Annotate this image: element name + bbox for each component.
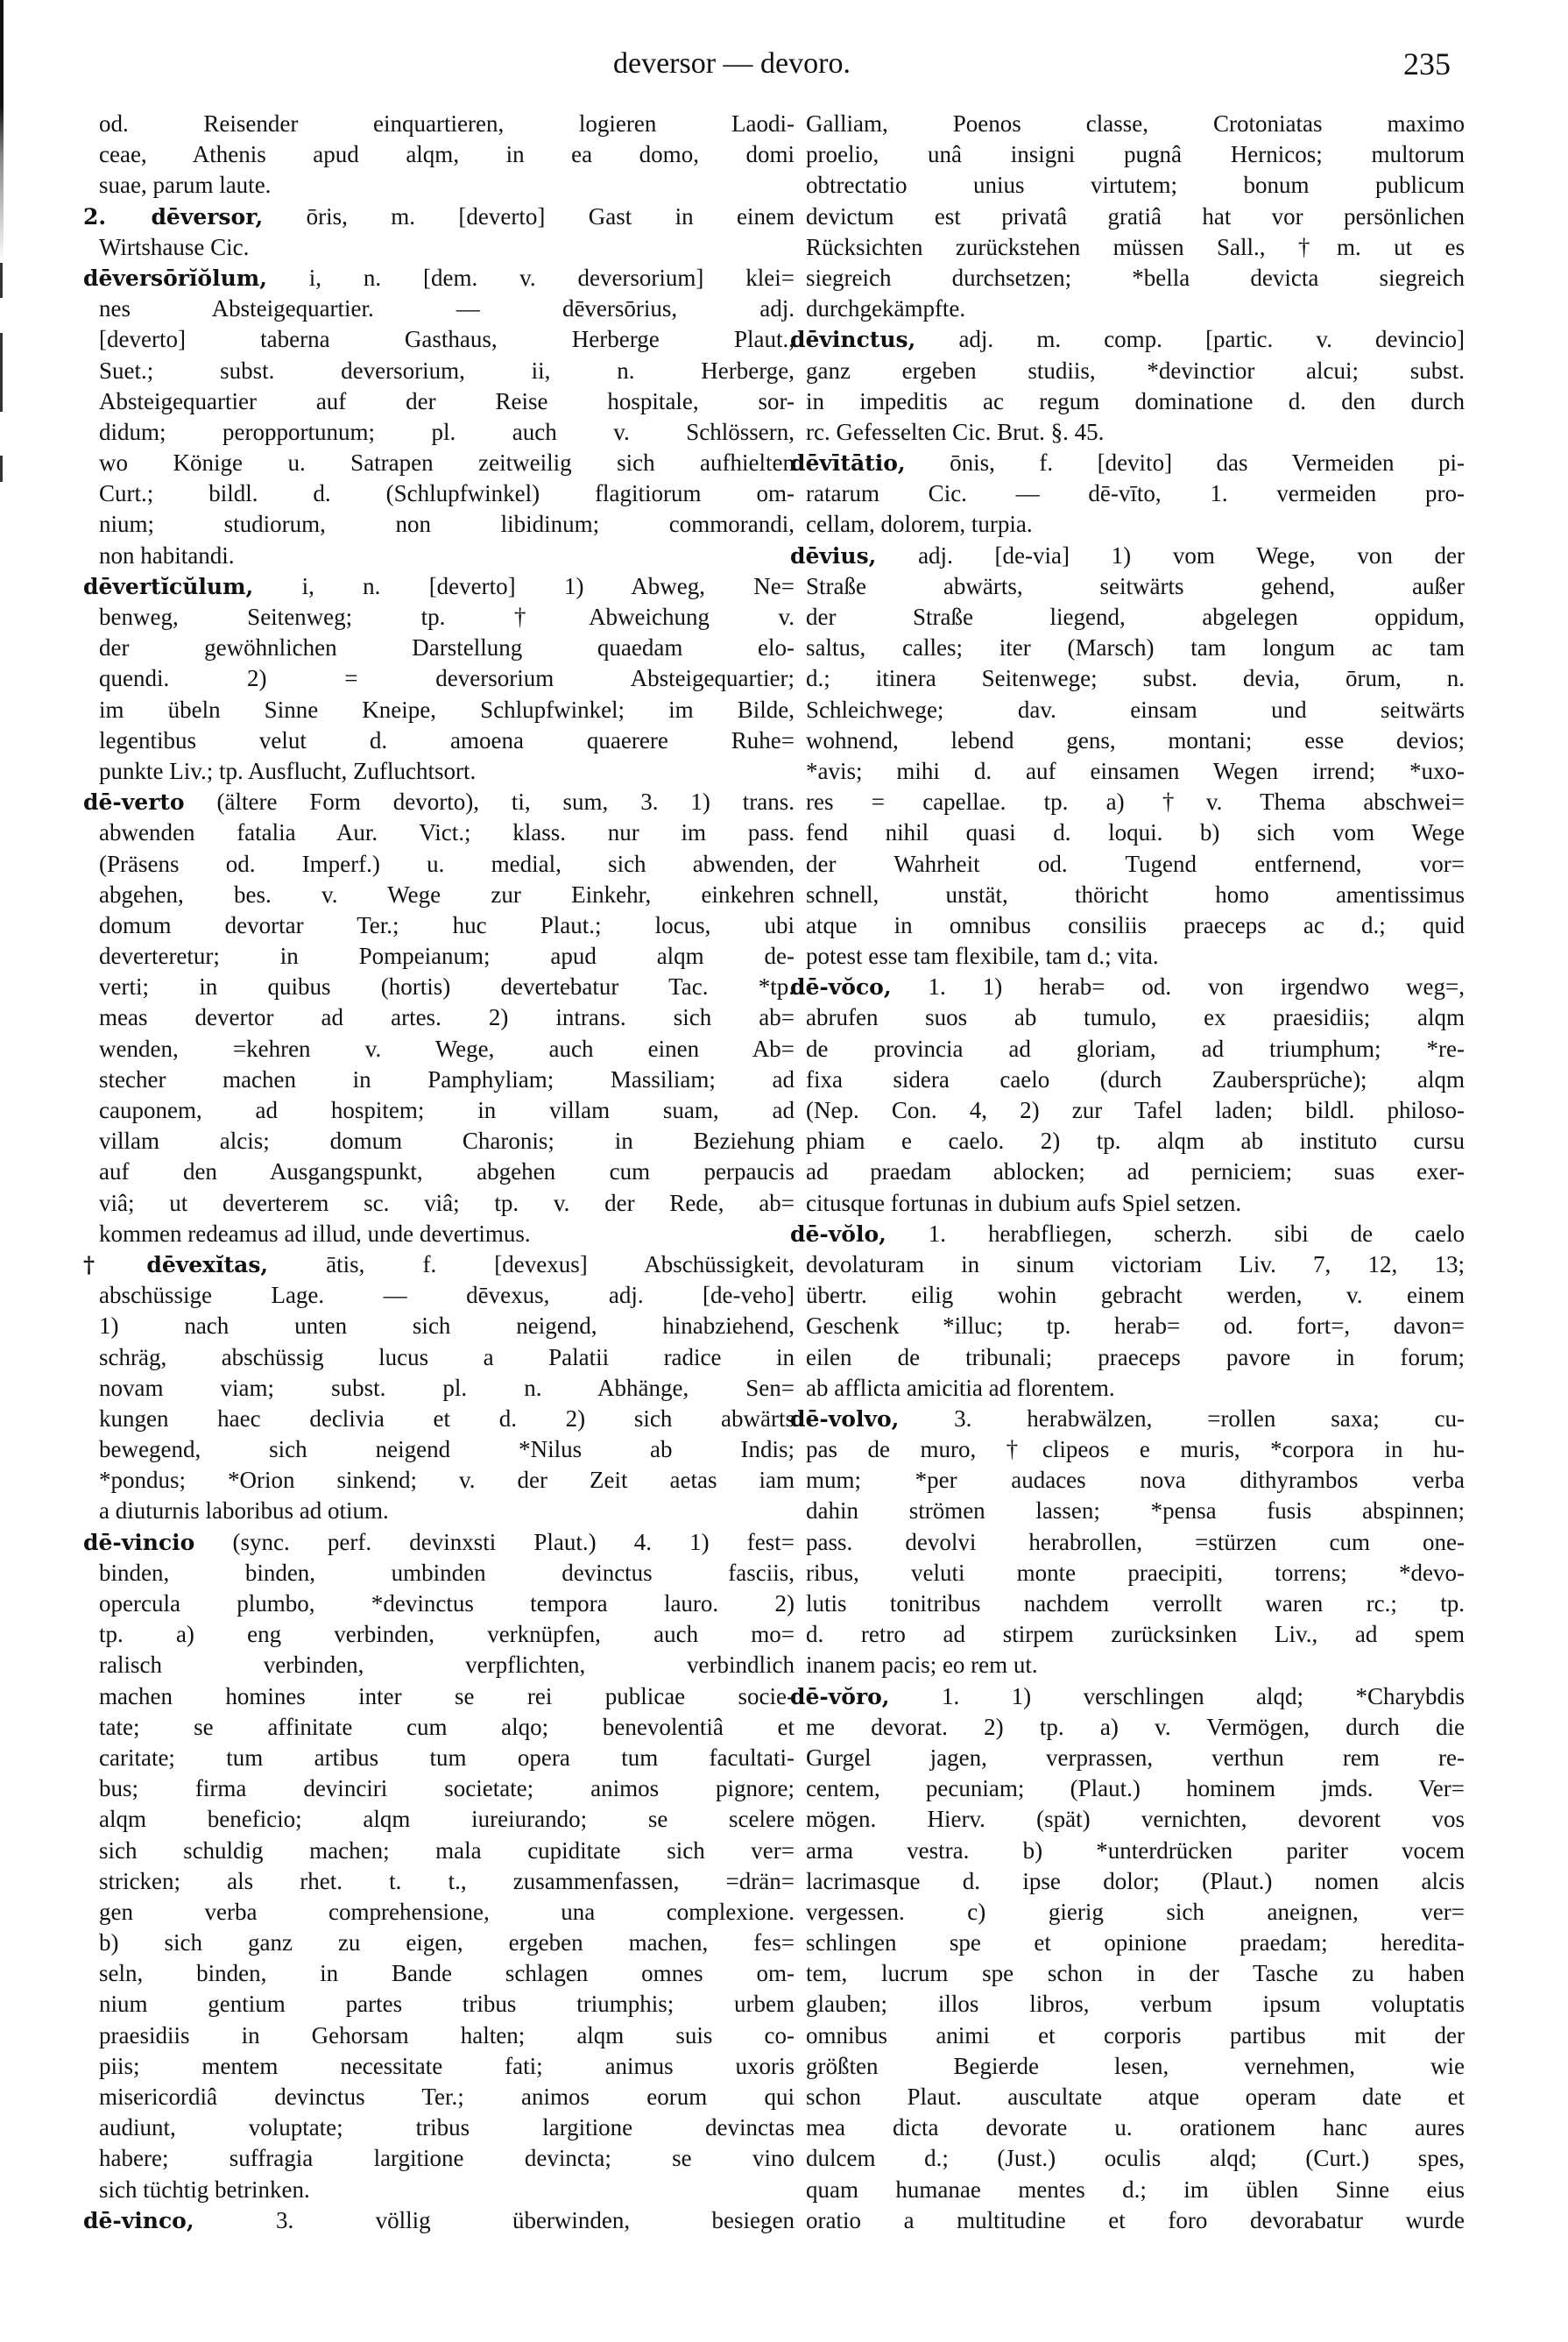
headword: 2. dēversor, <box>83 203 264 230</box>
entry-text-line: nes Absteigequartier. — dēversōrius, adj. <box>99 295 795 322</box>
entry-text-line: opercula plumbo, *devinctus tempora lauro. 2) <box>99 1590 795 1617</box>
entry-text-line: auf den Ausgangspunkt, abgehen cum perpaucis <box>99 1158 795 1185</box>
entry-text-line: verti; in quibus (hortis) devertebatur Tac. *tp. <box>99 973 795 1001</box>
entry-text-line: benweg, Seitenweg; tp. †Abweichung v. <box>99 604 795 630</box>
page-number: 235 <box>1403 46 1451 81</box>
entry-text-line: machen homines inter se rei publicae socie- <box>99 1682 795 1709</box>
entry-text-line: obtrectatio unius virtutem; bonum publicum <box>806 172 1465 199</box>
entry-text-line: praesidiis in Gehorsam halten; alqm suis co- <box>99 2021 795 2048</box>
entry-text-line: piis; mentem necessitate fati; animus uxoris <box>99 2052 795 2079</box>
entry-headword-line: dē-vinco, 3. völlig überwinden, besiegen <box>83 2206 795 2233</box>
entry-text-line: schräg, abschüssig lucus a Palatii radice in <box>99 1343 795 1370</box>
entry-text-line: schnell, unstät, thöricht homo amentissimus <box>806 881 1465 908</box>
entry-text-line: proelio, unâ insigni pugnâ Hernicos; multorum <box>806 141 1465 168</box>
entry-text-line: glauben; illos libros, verbum ipsum voluptatis <box>806 1991 1465 2018</box>
entry-text-line: d. retro ad stirpem zurücksinken Liv., ad spem <box>806 1621 1465 1648</box>
entry-text-line: sich schuldig machen; mala cupiditate sich ver= <box>99 1836 795 1864</box>
entry-text-line: schlingen spe et opinione praedam; heredita- <box>806 1929 1465 1956</box>
entry-text-line: Schleichwege; dav. einsam und seitwärts <box>806 696 1465 723</box>
entry-text-line: eilen de tribunali; praeceps pavore in forum; <box>806 1343 1465 1370</box>
entry-text-line: suae, parum laute. <box>99 172 272 199</box>
headword: dēvītātio, <box>790 450 906 477</box>
entry-text-line: (Nep. Con. 4, 2) zur Tafel laden; bildl. philoso- <box>806 1097 1465 1123</box>
entry-headword-line: dēvītātio, ōnis, f. [devito] das Vermeiden pi- <box>790 449 1465 477</box>
entry-text-line: Geschenk *illuc; tp. herab= od. fort=, davon= <box>806 1313 1465 1340</box>
entry-text-line: kungen haec declivia et d. 2) sich abwärts <box>99 1404 795 1432</box>
entry-headword-line: 2. dēversor, ōris, m. [deverto] Gast in einem <box>83 202 795 230</box>
entry-text-line: cellam, dolorem, turpia. <box>806 511 1033 538</box>
headword: dēversōrĭŏlum, <box>83 265 267 291</box>
entry-text-line: fend nihil quasi d. loqui. b) sich vom Wege <box>806 819 1465 846</box>
entry-text-line: didum; peropportunum; pl. auch v. Schlössern, <box>99 418 795 445</box>
entry-text-line: dulcem d.; (Just.) oculis alqd; (Curt.) spes, <box>806 2145 1465 2172</box>
headword: dē-vŏco, <box>790 974 892 1001</box>
headword: dēvinctus, <box>790 327 916 353</box>
entry-text-line: sich tüchtig betrinken. <box>99 2176 310 2203</box>
entry-text-line: phiam e caelo. 2) tp. alqm ab instituto cursu <box>806 1128 1465 1155</box>
entry-text-line: ralisch verbinden, verpflichten, verbindlich <box>99 1652 795 1679</box>
headword: dē-vincio <box>83 1529 195 1555</box>
entry-text-line: stecher machen in Pamphyliam; Massiliam; ad <box>99 1065 795 1093</box>
entry-headword-line: dē-vŏlo, 1. herabfliegen, scherzh. sibi de caelo <box>790 1220 1465 1247</box>
entry-text-line: centem, pecuniam; (Plaut.) hominem jmds. Ver= <box>806 1775 1465 1802</box>
entry-text-line: devictum est privatâ gratiâ hat vor persönlichen <box>806 202 1465 230</box>
entry-text-line: rc. Gefesselten Cic. Brut. §. 45. <box>806 418 1105 445</box>
entry-text-line: [deverto] taberna Gasthaus, Herberge Plaut., <box>99 326 795 353</box>
scan-edge-shadow <box>0 0 4 263</box>
entry-text-line: ribus, veluti monte praecipiti, torrens; *devo- <box>806 1559 1465 1586</box>
scan-edge-mark <box>0 333 3 412</box>
entry-headword-line: †dēvexĭtas, ātis, f. [devexus] Abschüssigkeit, <box>83 1250 795 1277</box>
entry-text-line: wenden, =kehren v. Wege, auch einen Ab= <box>99 1035 795 1062</box>
entry-text-line: citusque fortunas in dubium aufs Spiel setzen. <box>806 1189 1242 1216</box>
scan-edge-mark <box>0 263 3 298</box>
entry-text-line: stricken; als rhet. t. t., zusammenfassen, =drän= <box>99 1867 795 1894</box>
entry-text-line: nium gentium partes tribus triumphis; urbem <box>99 1991 795 2018</box>
entry-text-line: mögen. Hierv. (spät) vernichten, devorent vos <box>806 1806 1465 1833</box>
entry-text-line: saltus, calles; iter (Marsch) tam longum ac tam <box>806 634 1465 662</box>
entry-text-line: *avis; mihi d. auf einsamen Wegen irrend; *uxo- <box>806 757 1465 784</box>
entry-text-line: deverteretur; in Pompeianum; apud alqm de- <box>99 943 795 970</box>
entry-text-line: mea dicta devorate u. orationem hanc aures <box>806 2114 1465 2141</box>
entry-text-line: viâ; ut deverterem sc. viâ; tp. v. der Rede, ab= <box>99 1189 795 1216</box>
running-head <box>0 44 1568 88</box>
entry-text-line: legentibus velut d. amoena quaerere Ruhe= <box>99 726 795 754</box>
entry-text-line: ratarum Cic. — dē-vīto, 1. vermeiden pro- <box>806 480 1465 507</box>
entry-text-line: fixa sidera caelo (durch Zaubersprüche); alqm <box>806 1065 1465 1093</box>
entry-text-line: ceae, Athenis apud alqm, in ea domo, domi <box>99 141 795 168</box>
headword: dēvius, <box>790 542 877 569</box>
entry-text-line: pass. devolvi herabrollen, =stürzen cum one- <box>806 1528 1465 1555</box>
headword: †dēvexĭtas, <box>83 1251 269 1277</box>
entry-text-line: od. Reisender einquartieren, logieren Laodi- <box>99 110 795 137</box>
entry-text-line: 1) nach unten sich neigend, hinabziehend, <box>99 1313 795 1340</box>
running-title: deversor — devoro. <box>613 47 851 80</box>
entry-text-line: mum; *per audaces nova dithyrambos verba <box>806 1467 1465 1494</box>
entry-text-line: Wirtshause Cic. <box>99 233 250 260</box>
entry-text-line: Gurgel jagen, verprassen, verthun rem re- <box>806 1744 1465 1771</box>
headword: dēvertĭcŭlum, <box>83 573 254 599</box>
entry-text-line: b) sich ganz zu eigen, ergeben machen, fes= <box>99 1929 795 1956</box>
entry-headword-line: dē-vŏro, 1. 1) verschlingen alqd; *Charybdis <box>790 1682 1465 1709</box>
entry-text-line: schon Plaut. auscultate atque operam date et <box>806 2084 1465 2110</box>
entry-text-line: vergessen. c) gierig sich aneignen, ver= <box>806 1898 1465 1925</box>
entry-text-line: Straße abwärts, seitwärts gehend, außer <box>806 572 1465 599</box>
entry-headword-line: dē-verto (ältere Form devorto), ti, sum, 3. 1) trans. <box>83 789 795 816</box>
entry-text-line: ad praedam ablocken; ad perniciem; suas exer- <box>806 1158 1465 1185</box>
entry-text-line: me devorat. 2) tp. a) v. Vermögen, durch die <box>806 1713 1465 1740</box>
entry-headword-line: dēvertĭcŭlum, i, n. [deverto] 1) Abweg, Ne= <box>83 572 795 599</box>
entry-text-line: res = capellae. tp. a) †v. Thema abschwei= <box>806 789 1465 816</box>
entry-text-line: tp. a) eng verbinden, verknüpfen, auch mo= <box>99 1621 795 1648</box>
entry-text-line: dahin strömen lassen; *pensa fusis abspinnen; <box>806 1497 1465 1525</box>
entry-text-line: im übeln Sinne Kneipe, Schlupfwinkel; im Bilde, <box>99 696 795 723</box>
entry-text-line: non habitandi. <box>99 541 235 569</box>
entry-text-line: alqm beneficio; alqm iureiurando; se scelere <box>99 1806 795 1833</box>
entry-text-line: punkte Liv.; tp. Ausflucht, Zufluchtsort. <box>99 757 477 784</box>
entry-text-line: misericordiâ devinctus Ter.; animos eorum qui <box>99 2084 795 2110</box>
entry-text-line: durchgekämpfte. <box>806 295 966 322</box>
entry-headword-line: dēvinctus, adj. m. comp. [partic. v. devincio] <box>790 326 1465 353</box>
headword: dē-vŏlo, <box>790 1221 886 1247</box>
entry-text-line: domum devortar Ter.; huc Plaut.; locus, ubi <box>99 911 795 938</box>
entry-text-line: habere; suffragia largitione devincta; se vino <box>99 2145 795 2172</box>
entry-text-line: quendi. 2) = deversorium Absteigequartier; <box>99 665 795 692</box>
entry-text-line: caritate; tum artibus tum opera tum facultati- <box>99 1744 795 1771</box>
entry-text-line: binden, binden, umbinden devinctus fasciis, <box>99 1559 795 1586</box>
entry-text-line: d.; itinera Seitenwege; subst. devia, ōrum, n. <box>806 665 1465 692</box>
entry-text-line: inanem pacis; eo rem ut. <box>806 1652 1038 1679</box>
entry-text-line: lutis tonitribus nachdem verrollt waren rc.; tp. <box>806 1590 1465 1617</box>
entry-text-line: gen verba comprehensione, una complexione. <box>99 1898 795 1925</box>
entry-text-line: a diuturnis laboribus ad otium. <box>99 1497 389 1525</box>
headword: dē-verto <box>83 789 185 816</box>
entry-text-line: in impeditis ac regum dominatione d. den durch <box>806 387 1465 414</box>
entry-text-line: ab afflicta amicitia ad florentem. <box>806 1374 1115 1401</box>
entry-text-line: abgehen, bes. v. Wege zur Einkehr, einkehren <box>99 881 795 908</box>
entry-text-line: abschüssige Lage. — dēvexus, adj. [de-veho] <box>99 1282 795 1309</box>
left-column <box>83 109 795 2236</box>
entry-headword-line: dē-volvo, 3. herabwälzen, =rollen saxa; cu- <box>790 1404 1465 1432</box>
entry-text-line: devolaturam in sinum victoriam Liv. 7, 12, 13; <box>806 1250 1465 1277</box>
entry-text-line: (Präsens od. Imperf.) u. medial, sich abwenden, <box>99 850 795 877</box>
entry-text-line: größten Begierde lesen, vernehmen, wie <box>806 2052 1465 2079</box>
entry-text-line: de provincia ad gloriam, ad triumphum; *re- <box>806 1035 1465 1062</box>
entry-text-line: potest esse tam flexibile, tam d.; vita. <box>806 943 1159 970</box>
right-column <box>790 109 1465 2236</box>
entry-text-line: quam humanae mentes d.; im üblen Sinne eius <box>806 2176 1465 2203</box>
headword: dē-vŏro, <box>790 1683 890 1709</box>
entry-text-line: pas de muro, †clipeos e muris, *corpora in hu- <box>806 1436 1465 1463</box>
entry-text-line: bewegend, sich neigend *Nilus ab Indis; <box>99 1436 795 1463</box>
entry-text-line: der gewöhnlichen Darstellung quaedam elo- <box>99 634 795 662</box>
entry-text-line: omnibus animi et corporis partibus mit der <box>806 2021 1465 2048</box>
entry-text-line: übertr. eilig wohin gebracht werden, v. einem <box>806 1282 1465 1309</box>
entry-text-line: atque in omnibus consiliis praeceps ac d.; quid <box>806 911 1465 938</box>
entry-text-line: oratio a multitudine et foro devorabatur wurde <box>806 2206 1465 2233</box>
entry-text-line: abrufen suos ab tumulo, ex praesidiis; alqm <box>806 1004 1465 1031</box>
entry-text-line: wohnend, lebend gens, montani; esse devios; <box>806 726 1465 754</box>
entry-text-line: audiunt, voluptate; tribus largitione devinctas <box>99 2114 795 2141</box>
entry-text-line: siegreich durchsetzen; *bella devicta siegreich <box>806 264 1465 291</box>
entry-text-line: ganz ergeben studiis, *devinctior alcui; subst. <box>806 357 1465 384</box>
entry-text-line: Absteigequartier auf der Reise hospitale, sor- <box>99 387 795 414</box>
entry-text-line: Curt.; bildl. d. (Schlupfwinkel) flagitiorum om- <box>99 480 795 507</box>
entry-text-line: abwenden fatalia Aur. Vict.; klass. nur im pass. <box>99 819 795 846</box>
headword: dē-vinco, <box>83 2207 194 2233</box>
entry-headword-line: dē-vŏco, 1. 1) herab= od. von irgendwo weg=, <box>790 973 1465 1001</box>
entry-headword-line: dē-vincio (sync. perf. devinxsti Plaut.) 4. 1) fest= <box>83 1528 795 1555</box>
entry-text-line: cauponem, ad hospitem; in villam suam, ad <box>99 1097 795 1123</box>
scan-edge-mark <box>0 456 3 482</box>
entry-text-line: bus; firma devinciri societate; animos pignore; <box>99 1775 795 1802</box>
entry-headword-line: dēversōrĭŏlum, i, n. [dem. v. deversorium] klei= <box>83 264 795 291</box>
entry-text-line: arma vestra. b) *unterdrücken pariter vocem <box>806 1836 1465 1864</box>
entry-text-line: kommen redeamus ad illud, unde devertimus. <box>99 1220 531 1247</box>
entry-text-line: Galliam, Poenos classe, Crotoniatas maximo <box>806 110 1465 137</box>
entry-text-line: novam viam; subst. pl. n. Abhänge, Sen= <box>99 1374 795 1401</box>
entry-text-line: seln, binden, in Bande schlagen omnes om- <box>99 1960 795 1987</box>
entry-text-line: der Wahrheit od. Tugend entfernend, vor= <box>806 850 1465 877</box>
entry-text-line: *pondus; *Orion sinkend; v. der Zeit aetas iam <box>99 1467 795 1494</box>
entry-text-line: nium; studiorum, non libidinum; commorandi, <box>99 511 795 538</box>
entry-text-line: Suet.; subst. deversorium, ii, n. Herberge, <box>99 357 795 384</box>
entry-text-line: wo Könige u. Satrapen zeitweilig sich aufhielten <box>99 449 795 477</box>
entry-text-line: tate; se affinitate cum alqo; benevolentiâ et <box>99 1713 795 1740</box>
entry-text-line: tem, lucrum spe schon in der Tasche zu haben <box>806 1960 1465 1987</box>
entry-text-line: der Straße liegend, abgelegen oppidum, <box>806 604 1465 630</box>
entry-text-line: meas devertor ad artes. 2) intrans. sich ab= <box>99 1004 795 1031</box>
entry-headword-line: dēvius, adj. [de-via] 1) vom Wege, von der <box>790 541 1465 569</box>
entry-text-line: lacrimasque d. ipse dolor; (Plaut.) nomen alcis <box>806 1867 1465 1894</box>
entry-text-line: villam alcis; domum Charonis; in Beziehung <box>99 1128 795 1155</box>
headword: dē-volvo, <box>790 1405 900 1432</box>
entry-text-line: Rücksichten zurückstehen müssen Sall., †m. ut es <box>806 233 1465 260</box>
